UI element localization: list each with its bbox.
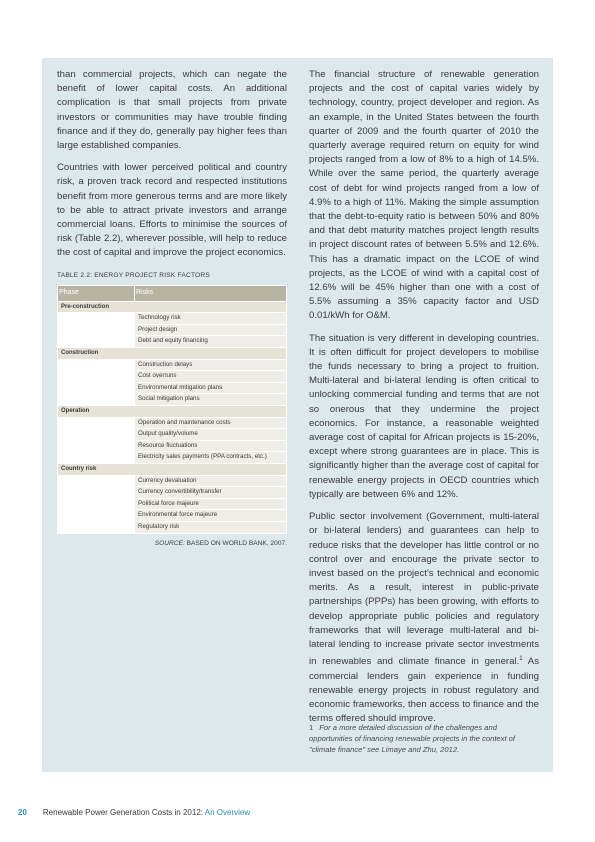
phase-cell	[58, 336, 135, 348]
phase-cell	[58, 510, 135, 522]
footnote-text: For a more detailed discussion of the challenges and opportunities of financing renewable projects in the context of "climate finance" see Limaye and Zhu, 2012.	[309, 723, 516, 754]
phase-row	[58, 301, 287, 313]
footer-title: Renewable Power Generation Costs in 2012:	[42, 808, 205, 817]
risk-cell: Social mitigation plans	[135, 394, 287, 406]
footnote	[309, 722, 539, 755]
paragraph-text: As commercial lenders gain experience in funding renewable energy projects in robust regulatory and economic frameworks, then access to finance and the terms offered should improve.	[309, 656, 539, 725]
table-row	[58, 487, 287, 499]
phase-cell	[58, 429, 135, 441]
table-row	[58, 475, 287, 487]
table-row	[58, 382, 287, 394]
risk-cell: Construction delays	[135, 359, 287, 371]
table-row	[58, 313, 287, 325]
phase-cell	[58, 475, 135, 487]
phase-cell	[58, 359, 135, 371]
body-paragraph: Countries with lower perceived political and country risk, a proven track record and respected institutions benefit from more generous terms and are more likely to be able to attract private investors and arrange commercial loans. Efforts to minimise the sources of risk (Table 2.2), wherever possible, will help to reduce the cost of capital and improve the project economics.	[57, 162, 287, 259]
body-paragraph: The situation is very different in developing countries. It is often difficult for project developers to mobilise the funds necessary to bring a project to fruition. Multi-lateral and bi-lateral lending is often critical to unlocking commercial funding and terms that are not so onerous that they undermine the project economics. For instance, a reasonable weighted average cost of capital for African projects is 15-20%, except where strong guarantees are in place. This is significantly higher than the average cost of capital for renewable energy projects in OECD countries which typically are between 6% and 12%.	[309, 332, 539, 500]
table-row	[58, 452, 287, 464]
phase-cell	[58, 313, 135, 325]
table-row	[58, 440, 287, 452]
table-row	[58, 371, 287, 383]
risk-cell: Political force majeure	[135, 498, 287, 510]
risk-cell: Resource fluctuations	[135, 440, 287, 452]
risk-cell: Technology risk	[135, 313, 287, 325]
phase-label: Operation	[58, 405, 287, 417]
risks-column-header: Risks	[135, 285, 287, 301]
phase-cell	[58, 382, 135, 394]
right-column	[309, 68, 539, 734]
table-row	[58, 394, 287, 406]
left-column	[57, 68, 287, 548]
phase-cell	[58, 417, 135, 429]
risk-cell: Regulatory risk	[135, 521, 287, 533]
footnote-reference: 1	[519, 656, 523, 663]
footer-subtitle: An Overview	[204, 808, 251, 817]
paragraph-text: Public sector involvement (Government, multi-lateral or bi-lateral lenders) and guarantees can help to reduce risks that the developer has little control or no control over and encourage the private sector to invest based on the project's technical and economic merits. As a result, interest in public-private partnerships (PPPs) has been growing, with efforts to develop appropriate public policies and regulatory frameworks that will leverage multi-lateral and bi-lateral lending to increase private sector investments in renewables and climate finance in general.	[309, 511, 539, 668]
risk-cell: Operation and maintenance costs	[135, 417, 287, 429]
phase-label: Country risk	[58, 463, 287, 475]
table-row	[58, 359, 287, 371]
phase-row	[58, 405, 287, 417]
table-row	[58, 324, 287, 336]
body-paragraph: than commercial projects, which can negate the benefit of lower capital costs. An additional complication is that small projects from private investors or communities may have trouble finding finance and if they do, generally pay higher fees than large established companies.	[57, 69, 287, 152]
phase-cell	[58, 324, 135, 336]
phase-column-header: Phase	[58, 285, 135, 301]
phase-row	[58, 463, 287, 475]
body-paragraph	[309, 510, 539, 726]
phase-label: Construction	[58, 348, 287, 360]
page-number: 20	[18, 808, 27, 817]
page-footer	[18, 808, 250, 817]
phase-cell	[58, 440, 135, 452]
phase-cell	[58, 521, 135, 533]
table-row	[58, 417, 287, 429]
table-title: TABLE 2.2: ENERGY PROJECT RISK FACTORS	[57, 271, 210, 279]
table-row	[58, 521, 287, 533]
risk-cell: Currency devaluation	[135, 475, 287, 487]
risk-cell: Debt and equity financing	[135, 336, 287, 348]
phase-label: Pre-construction	[58, 301, 287, 313]
risk-cell: Output quality/volume	[135, 429, 287, 441]
risk-cell: Environmental mitigation plans	[135, 382, 287, 394]
phase-cell	[58, 487, 135, 499]
phase-row	[58, 348, 287, 360]
table-header-row	[58, 285, 287, 301]
table-row	[58, 498, 287, 510]
source-label: SOURCE:	[154, 539, 185, 547]
risk-cell: Project design	[135, 324, 287, 336]
table-row	[58, 336, 287, 348]
table-body	[58, 301, 287, 533]
table-source	[57, 539, 287, 548]
risk-factors-table	[57, 285, 287, 534]
table-row	[58, 429, 287, 441]
footnote-number: 1	[309, 723, 314, 732]
risk-cell: Currency convertibility/transfer	[135, 487, 287, 499]
phase-cell	[58, 371, 135, 383]
source-text: BASED ON WORLD BANK, 2007.	[186, 539, 287, 547]
phase-cell	[58, 394, 135, 406]
body-paragraph: The financial structure of renewable generation projects and the cost of capital varies widely by technology, country, project developer and region. As an example, in the United States between the fourth quarter of 2009 and the fourth quarter of 2010 the quarterly average required return on equity for wind projects ranged from a low of 8% to a high of 14.5%. While over the same period, the quarterly average cost of debt for wind projects ranged from a low of 4.9% to a high of 11%. Making the simple assumption that the debt-to-equity ratio is between 50% and 80% and that debt maturity matches project length results in project discount rates of between 5.5% and 12.6%. This has a dramatic impact on the LCOE of wind projects, as the LCOE of wind with a capital cost of 12.6% will be 45% higher than one with a cost of 5.5% assuming a 35% capacity factor and USD 0.01/kWh for O&M.	[309, 69, 539, 322]
risk-cell: Cost overruns	[135, 371, 287, 383]
risk-cell: Electricity sales payments (PPA contracts, etc.)	[135, 452, 287, 464]
phase-cell	[58, 452, 135, 464]
table-row	[58, 510, 287, 522]
phase-cell	[58, 498, 135, 510]
risk-cell: Environmental force majeure	[135, 510, 287, 522]
